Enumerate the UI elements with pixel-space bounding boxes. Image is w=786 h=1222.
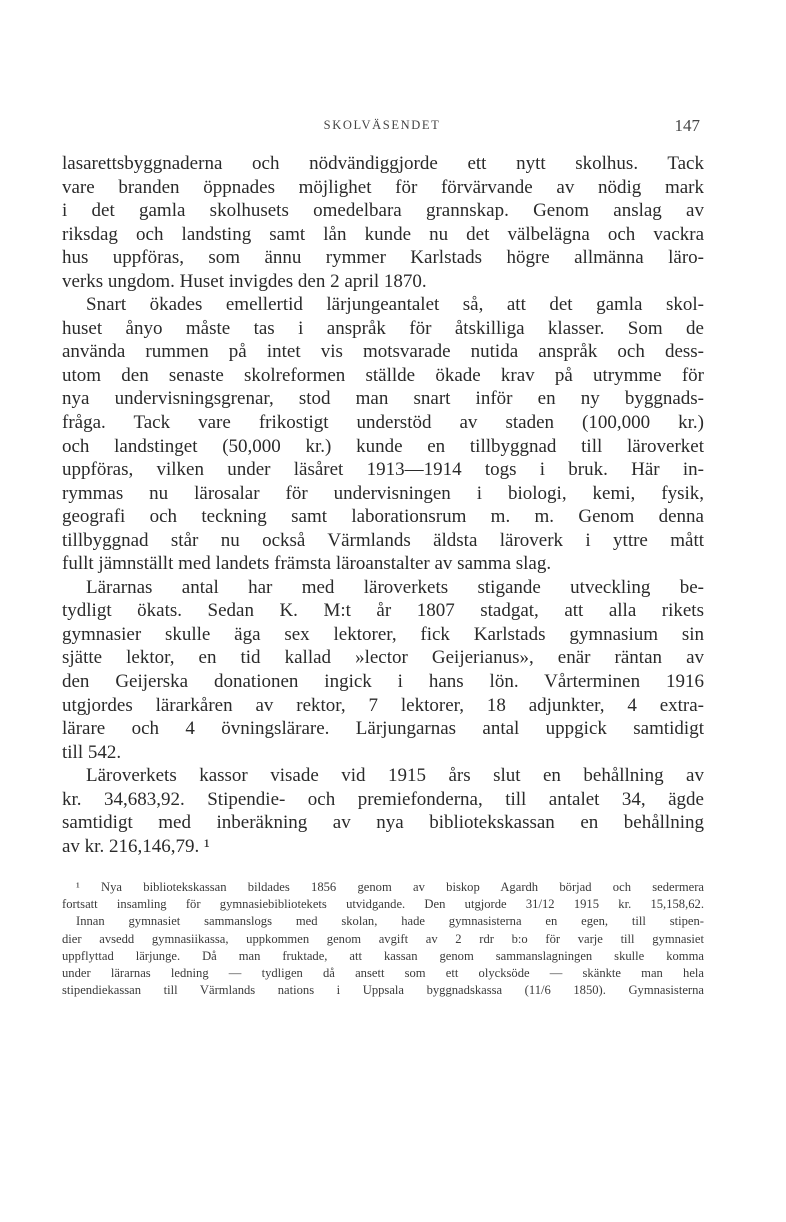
- footnote-line: under lärarnas ledning — tydligen då ansett som ett olycksöde — skänkte man hela: [62, 965, 704, 980]
- body-line: lasarettsbyggnaderna och nödvändiggjorde ett nytt skolhus. Tack: [62, 153, 704, 174]
- running-title: SKOLVÄSENDET: [323, 118, 441, 132]
- body-text: [62, 152, 704, 858]
- body-line: gymnasier skulle äga sex lektorer, fick Karlstads gymnasium sin: [62, 623, 704, 645]
- footnotes: [62, 879, 704, 999]
- body-line: utgjordes lärarkåren av rektor, 7 lektorer, 18 adjunkter, 4 extra-: [62, 694, 704, 716]
- body-line: vare branden öppnades möjlighet för förvärvande av nödig mark: [62, 176, 704, 198]
- body-line: fråga. Tack vare frikostigt understöd av staden (100,000 kr.): [62, 412, 704, 434]
- body-line: sjätte lektor, en tid kallad »lector Geijerianus», enär räntan av: [62, 647, 704, 669]
- body-line: och landstinget (50,000 kr.) kunde en tillbyggnad till läroverket: [62, 435, 704, 457]
- footnote-line: ¹ Nya bibliotekskassan bildades 1856 genom av biskop Agardh börjad och sedermera: [76, 880, 704, 894]
- footnote-line: dier avsedd gymnasiikassa, uppkommen genom avgift av 2 rdr b:o för varje till gymnasiet: [62, 931, 704, 946]
- body-line: geografi och teckning samt laborationsrum m. m. Genom denna: [62, 506, 704, 528]
- body-line: till 542.: [62, 741, 122, 763]
- body-line: riksdag och landsting samt lån kunde nu det välbelägna och vackra: [62, 223, 704, 245]
- body-line: tydligt ökats. Sedan K. M:t år 1807 stadgat, att alla rikets: [62, 600, 704, 622]
- body-line: kr. 34,683,92. Stipendie- och premiefonderna, till antalet 34, ägde: [62, 788, 704, 810]
- footnote-line: Innan gymnasiet sammanslogs med skolan, hade gymnasisterna en egen, till stipen-: [76, 914, 704, 929]
- body-line: nya undervisningsgrenar, stod man snart inför en ny byggnads-: [62, 388, 704, 410]
- footnote-line: stipendiekassan till Värmlands nations i Uppsala byggnadskassa (11/6 1850). Gymnasisterna: [62, 983, 704, 998]
- body-line: verks ungdom. Huset invigdes den 2 april 1870.: [62, 270, 427, 292]
- body-line: utom den senaste skolreformen ställde ökade krav på utrymme för: [62, 364, 704, 386]
- body-line: Lärarnas antal har med läroverkets stigande utveckling be-: [86, 576, 704, 598]
- footnote-line: uppflyttad lärjunge. Då man fruktade, att kassan genom sammanslagningen skulle komma: [62, 948, 704, 963]
- body-line: hus uppföras, som ännu rymmer Karlstads högre allmänna läro-: [62, 247, 704, 269]
- body-line: fullt jämnställt med landets främsta läroanstalter av samma slag.: [62, 553, 552, 575]
- body-line: Snart ökades emellertid lärjungeantalet så, att det gamla skol-: [86, 294, 704, 316]
- body-line: rymmas nu lärosalar för undervisningen i biologi, kemi, fysik,: [62, 482, 704, 504]
- page-number: 147: [674, 116, 700, 135]
- body-line: uppföras, vilken under läsåret 1913—1914 togs i bruk. Här in-: [62, 459, 704, 481]
- body-line: den Geijerska donationen ingick i hans lön. Vårterminen 1916: [62, 671, 704, 693]
- body-line: samtidigt med inberäkning av nya bibliotekskassan en behållning: [62, 812, 704, 834]
- body-line: lärare och 4 övningslärare. Lärjungarnas antal uppgick samtidigt: [62, 718, 704, 740]
- body-line: Läroverkets kassor visade vid 1915 års slut en behållning av: [86, 765, 704, 787]
- body-line: av kr. 216,146,79. ¹: [62, 835, 210, 857]
- running-head: [62, 118, 702, 138]
- body-line: tillbyggnad står nu också Värmlands äldsta läroverk i yttre mått: [62, 529, 704, 551]
- footnote-line: fortsatt insamling för gymnasiebibliotekets utvidgande. Den utgjorde 31/12 1915 kr. 15,158,62.: [62, 897, 704, 912]
- body-line: använda rummen på intet vis motsvarade nutida anspråk och dess-: [62, 341, 704, 363]
- body-line: i det gamla skolhusets omedelbara grannskap. Genom anslag av: [62, 200, 704, 222]
- body-line: huset ånyo måste tas i anspråk för åtskilliga klasser. Som de: [62, 317, 704, 339]
